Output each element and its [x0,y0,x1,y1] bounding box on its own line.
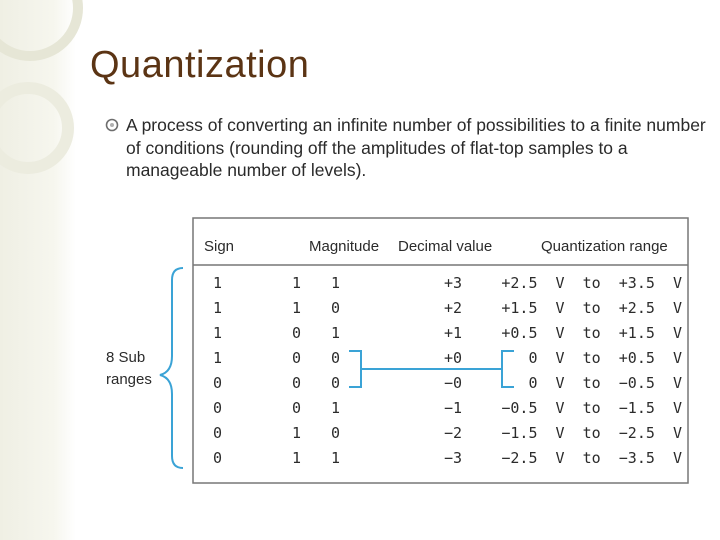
cell-sign: 0 [213,449,223,467]
cell-magnitude-bit1: 0 [292,399,302,417]
cell-decimal: +0 [443,349,462,367]
cell-range: 0 V to −0.5 V [528,374,682,392]
cell-magnitude-bit2: 1 [331,274,341,292]
cell-range: −0.5 V to −1.5 V [501,399,682,417]
cell-magnitude-bit1: 1 [292,424,302,442]
cell-magnitude-bit2: 1 [331,399,341,417]
header-sign: Sign [204,238,235,255]
cell-magnitude-bit1: 1 [292,449,302,467]
slide-title: Quantization [90,44,310,86]
cell-range: +0.5 V to +1.5 V [501,324,682,342]
cell-magnitude-bit2: 1 [331,449,341,467]
header-quantization-range: Quantization range [541,238,668,255]
cell-sign: 1 [213,274,223,292]
header-decimal-value: Decimal value [398,238,493,255]
cell-magnitude-bit2: 0 [331,424,341,442]
cell-magnitude-bit2: 0 [331,374,341,392]
cell-sign: 1 [213,299,223,317]
cell-magnitude-bit1: 0 [292,324,302,342]
bullet-text: A process of converting an infinite number of possibilities to a finite number of conditions (rounding off the amplitudes of flat-top samples to a manageable number of levels). [126,115,706,180]
cell-decimal: −0 [443,374,462,392]
cell-sign: 1 [213,349,223,367]
cell-decimal: −3 [443,449,462,467]
cell-decimal: −2 [443,424,462,442]
cell-sign: 0 [213,424,223,442]
cell-magnitude-bit2: 0 [331,349,341,367]
cell-range: −1.5 V to −2.5 V [501,424,682,442]
side-label-line1: 8 Sub [106,349,146,366]
cell-decimal: +2 [443,299,462,317]
cell-decimal: −1 [443,399,462,417]
cell-decimal: +1 [443,324,462,342]
side-label-line2: ranges [106,371,152,388]
cell-sign: 1 [213,324,223,342]
cell-range: 0 V to +0.5 V [528,349,682,367]
cell-magnitude-bit1: 1 [292,299,302,317]
cell-range: +1.5 V to +2.5 V [501,299,682,317]
cell-magnitude-bit1: 1 [292,274,302,292]
cell-sign: 0 [213,374,223,392]
cell-range: −2.5 V to −3.5 V [501,449,682,467]
cell-range: +2.5 V to +3.5 V [501,274,682,292]
cell-decimal: +3 [443,274,462,292]
cell-magnitude-bit1: 0 [292,374,302,392]
cell-sign: 0 [213,399,223,417]
sub-ranges-brace [160,268,183,468]
header-magnitude: Magnitude [309,238,380,255]
cell-magnitude-bit1: 0 [292,349,302,367]
cell-magnitude-bit2: 1 [331,324,341,342]
cell-magnitude-bit2: 0 [331,299,341,317]
